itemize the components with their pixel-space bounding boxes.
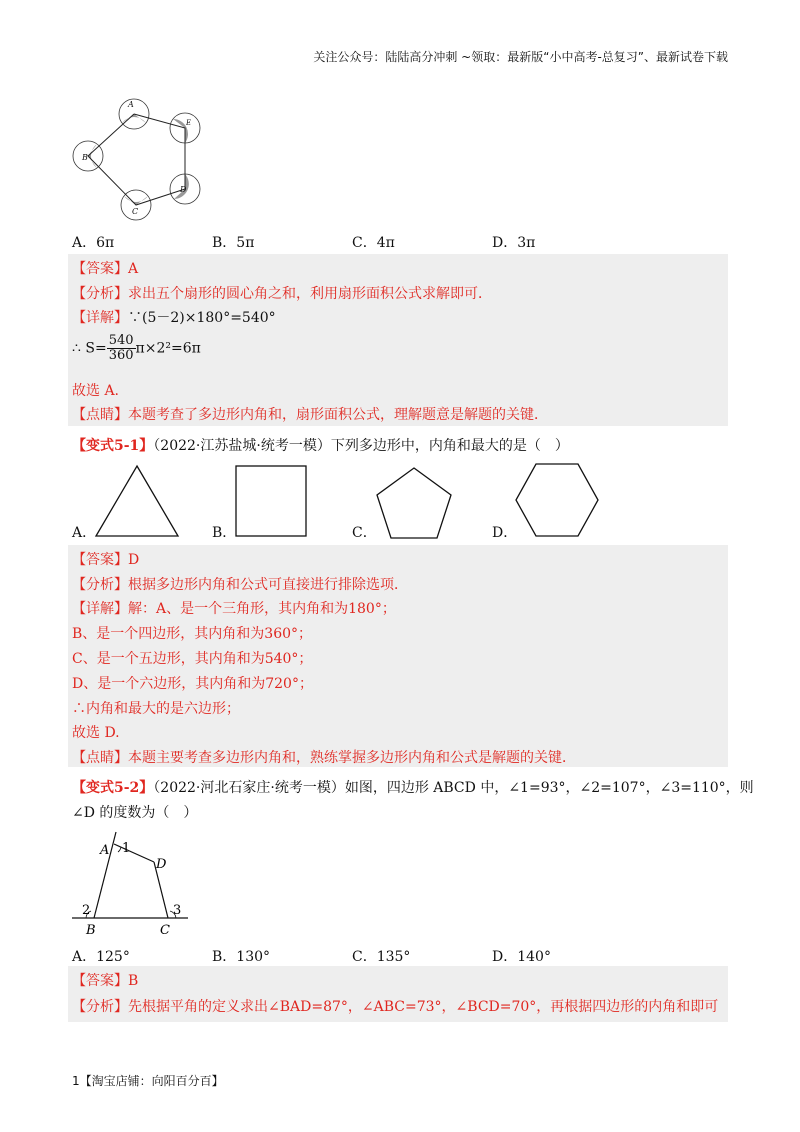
- svg-text:A: A: [100, 843, 110, 858]
- svg-text:3: 3: [173, 903, 182, 918]
- triangle-shape: [94, 464, 180, 538]
- fig1-label-d: D: [180, 185, 187, 194]
- answer-value: A: [128, 261, 139, 277]
- q1-answer-block: [68, 254, 728, 426]
- comment-tag: 【点睛】: [72, 407, 128, 423]
- q3-option-a: A．125°: [72, 949, 130, 965]
- q3-option-d: D．140°: [492, 949, 551, 965]
- q1-options: [72, 232, 732, 252]
- q2-label-b: B．: [212, 525, 237, 541]
- detail-line-2: ∴ S= $\frac{540}{360}$ π×2²=6π: [72, 333, 201, 363]
- pentagon-shape: [374, 466, 454, 540]
- q2-label-c: C．: [352, 525, 377, 541]
- q3-question-line2: ∠D 的度数为（ ）: [72, 805, 198, 821]
- q3-answer-block: 【答案】B 【分析】先根据平角的定义求出∠BAD=87°，∠ABC=73°，∠BCD=70°，再根据四边形的内角和即可: [68, 966, 728, 1022]
- svg-text:B: B: [86, 923, 96, 938]
- answer-tag: 【答案】: [72, 261, 128, 277]
- svg-text:1: 1: [122, 841, 131, 856]
- detail-tag: 【详解】: [72, 310, 128, 326]
- q3-question-line1: 【变式5-2】（2022·河北石家庄·统考一模）如图，四边形 ABCD 中，∠1=93°，∠2=107°，∠3=110°，则: [72, 780, 754, 796]
- q3-options: [72, 946, 732, 966]
- square-shape: [234, 464, 308, 538]
- analysis-text: 求出五个扇形的圆心角之和，利用扇形面积公式求解即可．: [128, 286, 492, 302]
- q2-answer-block: 【答案】D 【分析】根据多边形内角和公式可直接进行排除选项． 【详解】解：A、是一个三角形，其内角和为180°； B、是一个四边形，其内角和为360°； C、是一个五边形，其内角和为540°； D、是一个六边形，其内角和为720°； ∴内角和最大的是六边形； 故选 D. 【点睛】本题主要考查多边形内角和，熟练掌握多边形内角和公式是解题的关键．: [68, 545, 728, 767]
- analysis-tag: 【分析】: [72, 286, 128, 302]
- svg-text:D: D: [156, 857, 167, 872]
- fig1-label-c: C: [132, 207, 139, 216]
- q2-label-d: D．: [492, 525, 518, 541]
- q1-option-b: B．5π: [212, 235, 255, 251]
- fig1-label-e: E: [186, 119, 192, 127]
- fig1-label-b: B: [82, 153, 88, 162]
- q1-choose: 故选 A.: [72, 383, 120, 399]
- q1-option-c: C．4π: [352, 235, 395, 251]
- q1-option-a: A．6π: [72, 235, 115, 251]
- fig1-label-a: A: [128, 100, 134, 109]
- q2-figures: [72, 460, 732, 540]
- page-footer: 1【淘宝店铺：向阳百分百】: [72, 1074, 224, 1088]
- q1-option-d: D．3π: [492, 235, 536, 251]
- q2-question: 【变式5-1】（2022·江苏盐城·统考一模）下列多边形中，内角和最大的是（ ）: [72, 438, 569, 454]
- q2-label-a: A．: [72, 525, 97, 541]
- page-header: 关注公众号：陆陆高分冲刺 ~领取：最新版“小中高考-总复习”、最新试卷下载: [313, 50, 728, 64]
- detail-line-1: ∵(5－2)×180°=540°: [128, 310, 276, 326]
- q3-option-b: B．130°: [212, 949, 271, 965]
- svg-text:C: C: [160, 923, 170, 938]
- svg-text:2: 2: [82, 903, 91, 918]
- quadrilateral-figure: [72, 826, 192, 938]
- pentagon-circles-figure: [66, 92, 216, 222]
- q3-option-c: C．135°: [352, 949, 411, 965]
- comment-text: 本题考查了多边形内角和，扇形面积公式，理解题意是解题的关键．: [128, 407, 548, 423]
- hexagon-shape: [514, 462, 600, 538]
